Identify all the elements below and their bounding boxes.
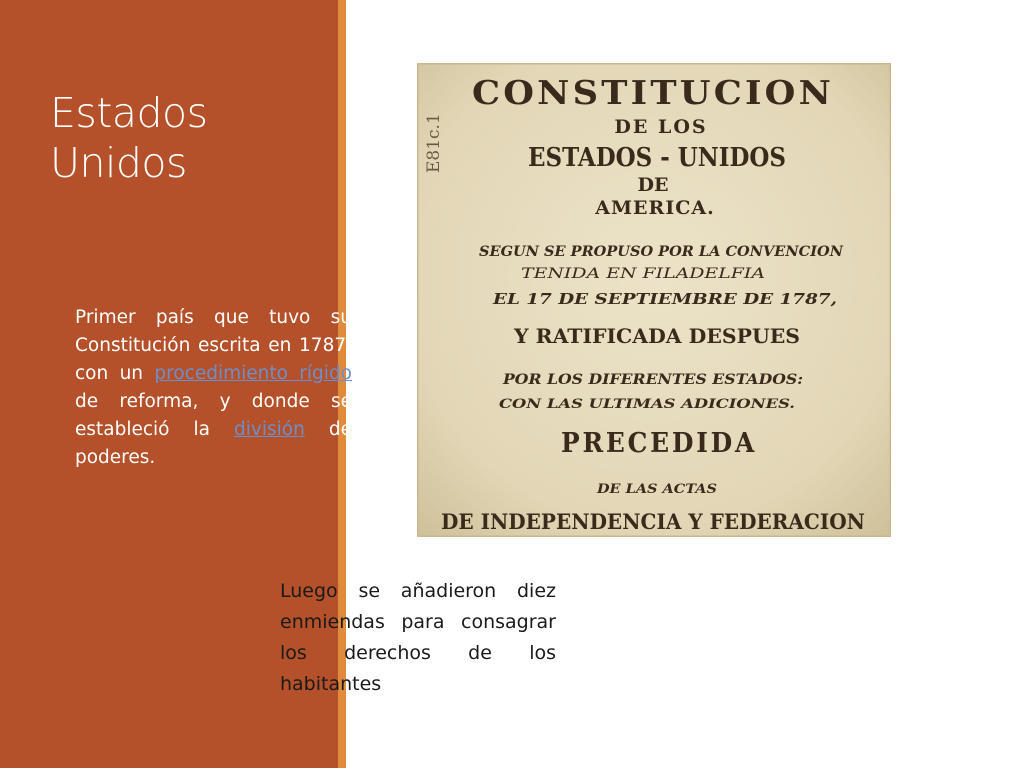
doc-line-12: PRECEDIDA	[561, 428, 757, 459]
link-procedimiento-rigido[interactable]: procedimiento rígido	[154, 363, 352, 384]
link-division[interactable]: división	[234, 419, 305, 440]
doc-line-10: POR LOS DIFERENTES ESTADOS:	[501, 372, 803, 388]
margin-note: E81c.1	[424, 113, 444, 173]
doc-line-1: CONSTITUCION	[472, 73, 834, 112]
paragraph-text-2: de reforma, y donde se estableció la	[75, 391, 352, 440]
doc-line-4: DE	[637, 174, 669, 196]
doc-line-3: ESTADOS - UNIDOS	[528, 143, 786, 173]
doc-line-7: TENIDA EN FILADELFIA	[521, 266, 765, 282]
paragraph-text-3: de poderes.	[75, 419, 352, 468]
doc-line-6: SEGUN SE PROPUSO POR LA CONVENCION	[479, 244, 845, 260]
doc-line-13: DE LAS ACTAS	[595, 482, 717, 497]
title-line-2: Unidos	[50, 139, 187, 187]
doc-line-11: CON LAS ULTIMAS ADICIONES.	[499, 397, 795, 412]
doc-line-14: DE INDEPENDENCIA Y FEDERACION	[441, 509, 865, 534]
caption-text: Luego se añadieron diez enmiendas para consagrar los derechos de los habitantes	[280, 580, 556, 695]
constitution-title-page-image	[417, 63, 891, 537]
doc-line-5: AMERICA.	[595, 197, 715, 219]
doc-line-2: DE LOS	[614, 116, 708, 138]
doc-line-9: Y RATIFICADA DESPUES	[512, 324, 800, 348]
body-paragraph	[75, 304, 352, 472]
doc-line-8: EL 17 DE SEPTIEMBRE DE 1787,	[491, 290, 837, 308]
title-line-1: Estados	[50, 89, 208, 137]
paragraph-text-1: Primer país que tuvo su Constitución escrita en 1787, con un	[75, 307, 352, 384]
slide-title	[50, 88, 330, 188]
